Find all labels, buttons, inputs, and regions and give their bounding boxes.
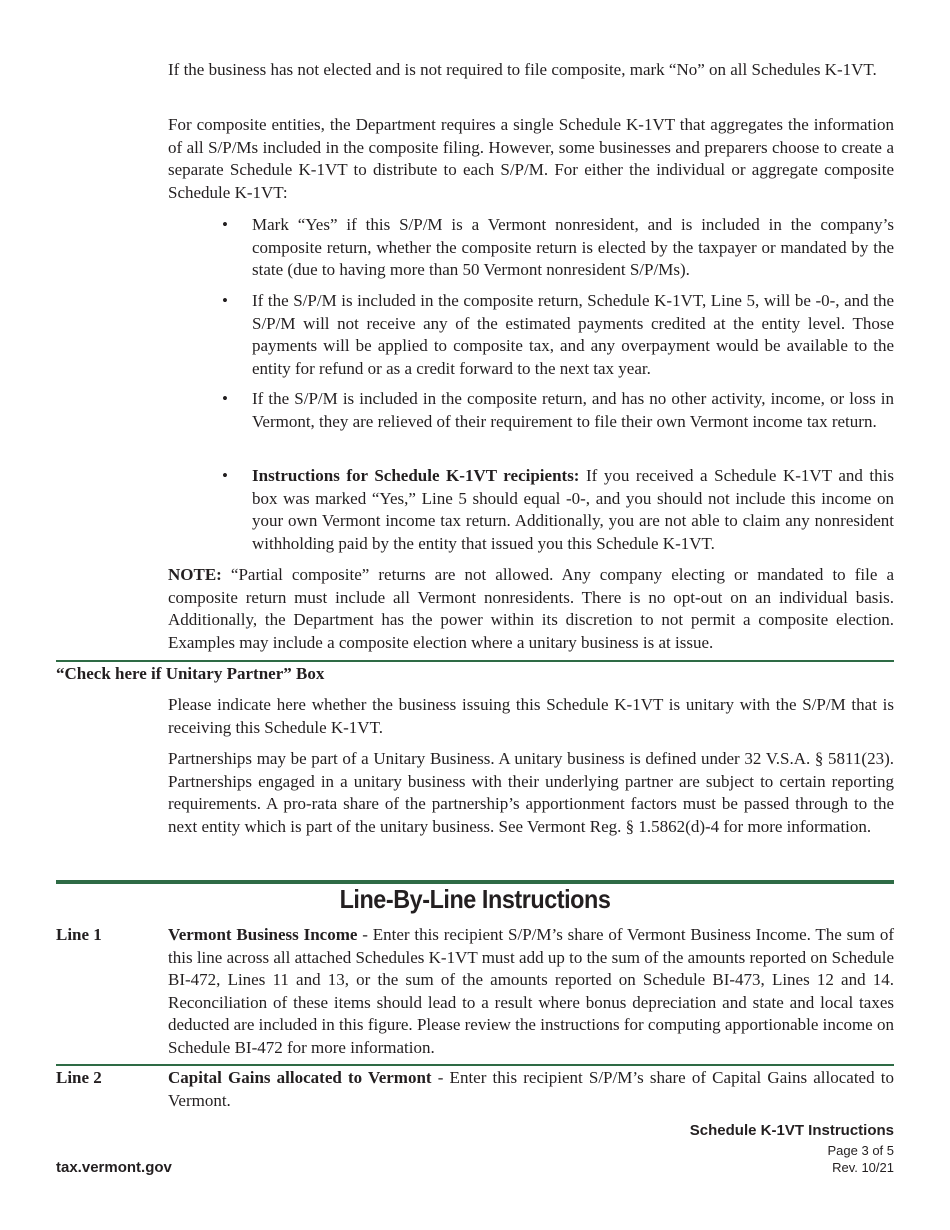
line-1-title: Vermont Business Income — [168, 925, 358, 944]
bullet-marker: • — [222, 466, 228, 485]
line-2-text: - Enter this recipient S/P/M’s share of Capital Gains allocated to Vermont. — [168, 1068, 894, 1110]
section-title: Line-By-Line Instructions — [339, 884, 611, 914]
line-1-text: - Enter this recipient S/P/M’s share of Vermont Business Income. The sum of this line across all attached Schedules K-1VT must add up to the sum of the amounts reported on Schedule BI-472, Lines 11 and 13, or the sum of the amounts reported on Schedule BI-473, Lines 12 and 14. Reconciliation of these items should lead to a result where bonus depreciation and state and local taxes deducted are included in this figure. Please review the instructions for computing apportionable income on Schedule BI-472 for more information. — [168, 925, 894, 1057]
footer-revision: Rev. 10/21 — [832, 1160, 894, 1175]
line-1-instruction — [168, 924, 894, 1059]
intro-paragraph-1: If the business has not elected and is not required to file composite, mark “No” on all Schedules K-1VT. — [168, 60, 877, 79]
footer-page-number: Page 3 of 5 — [827, 1143, 894, 1158]
composite-bullet-list — [222, 214, 894, 282]
bullet-text: If the S/P/M is included in the composite return, and has no other activity, income, or loss in Vermont, they are relieved of their requirement to file their own Vermont income tax return. — [252, 389, 894, 431]
unitary-paragraph-1: Please indicate here whether the business issuing this Schedule K-1VT is unitary with the S/P/M that is receiving this Schedule K-1VT. — [168, 695, 894, 737]
bullet-marker: • — [222, 389, 228, 408]
composite-bullet-list — [222, 388, 894, 433]
composite-bullet-list — [222, 290, 894, 380]
bullet-item-4 — [222, 465, 894, 555]
line-divider — [56, 1064, 894, 1066]
footer-website: tax.vermont.gov — [56, 1159, 172, 1176]
line-2-label: Line 2 — [56, 1068, 102, 1087]
bullet-text: If you received a Schedule K-1VT and this box was marked “Yes,” Line 5 should equal -0-, and you should not include this income on your own Vermont income tax return. Additionally, you are not able to claim any nonresident withholding paid by the entity that issued you this Schedule K-1VT. — [252, 466, 894, 553]
bullet-text: If the S/P/M is included in the composite return, Schedule K-1VT, Line 5, will be -0-, and the S/P/M will not receive any of the estimated payments credited at the entity level. Those payments will be applied to composite tax, and any overpayment would be available to the entity for refund or as a credit forward to the next tax year. — [252, 291, 894, 378]
bullet-text: Mark “Yes” if this S/P/M is a Vermont nonresident, and is included in the company’s composite return, whether the composite return is elected by the taxpayer or mandated by the state (due to having more than 50 Vermont nonresident S/P/Ms). — [252, 215, 894, 279]
note-text: “Partial composite” returns are not allowed. Any company electing or mandated to file a composite return must include all Vermont nonresidents. There is no opt-out on an individual basis. Additionally, the Department has the power within its discretion to not permit a composite election. Examples may include a composite election where a unitary business is at issue. — [168, 565, 894, 652]
unitary-paragraph-2: Partnerships may be part of a Unitary Business. A unitary business is defined under 32 V.S.A. § 5811(23). Partnerships engaged in a unitary business with their underlying partner are subject to certain reporting requirements. A pro-rata share of the partnership’s apportionment factors must be passed through to the next entity which is part of the unitary business. See Vermont Reg. § 1.5862(d)-4 for more information. — [168, 749, 894, 836]
section-divider — [56, 660, 894, 662]
bullet-marker: • — [222, 215, 228, 234]
note-paragraph — [168, 564, 894, 654]
bullet-item-2 — [222, 290, 894, 380]
unitary-heading: “Check here if Unitary Partner” Box — [56, 664, 325, 683]
composite-bullet-list — [222, 465, 894, 555]
line-2-instruction — [168, 1067, 894, 1112]
footer-document-title: Schedule K-1VT Instructions — [689, 1122, 894, 1139]
bullet-marker: • — [222, 291, 228, 310]
bullet-item-3 — [222, 388, 894, 433]
intro-paragraph-2: For composite entities, the Department requires a single Schedule K-1VT that aggregates the information of all S/P/Ms included in the composite filing. However, some businesses and preparers choose to create a separate Schedule K-1VT to distribute to each S/P/M. For either the individual or aggregate composite Schedule K-1VT: — [168, 115, 894, 202]
line-1-label: Line 1 — [56, 925, 102, 944]
bullet-bold-lead: Instructions for Schedule K-1VT recipients: — [252, 466, 580, 485]
note-label: NOTE: — [168, 565, 222, 584]
line-2-title: Capital Gains allocated to Vermont — [168, 1068, 432, 1087]
bullet-item-1 — [222, 214, 894, 282]
